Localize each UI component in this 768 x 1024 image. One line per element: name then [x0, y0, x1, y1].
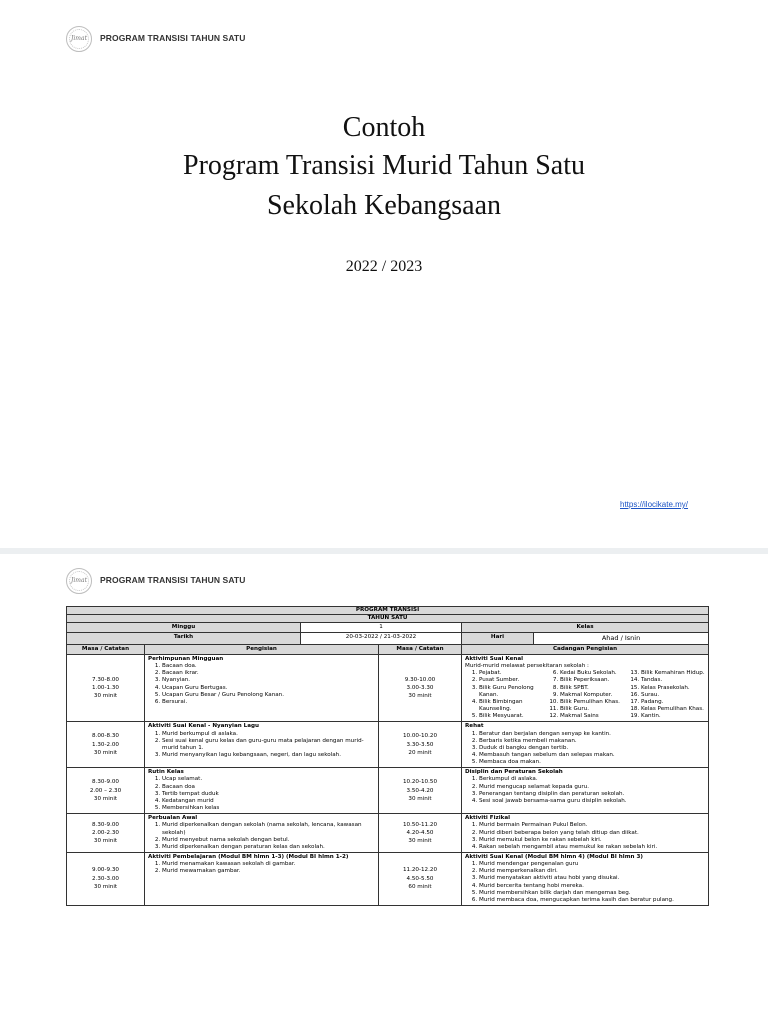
activity-title: Aktiviti Pembelajaran (Modul BM hlmn 1-3) (Modul BI hlmn 1-2)	[148, 854, 349, 860]
list-item: 3. Murid diperkenalkan dengan peraturan kelas dan sekolah.	[162, 844, 375, 851]
duration: 30 minit	[93, 693, 118, 700]
minggu-value: 1	[301, 623, 462, 633]
time-range: 2.00 – 2.30	[89, 787, 122, 794]
activity-cell	[462, 853, 709, 906]
minggu-label: Minggu	[67, 623, 301, 633]
time-cell	[379, 814, 462, 853]
list-item: 5. Bilik Mesyuarat.	[479, 713, 543, 720]
list-item: 1. Ucap selamat.	[162, 776, 375, 783]
logo-mark: Jimat	[69, 29, 89, 49]
list-item: 19. Kantin.	[641, 713, 705, 720]
time-range: 3.30-3.50	[406, 741, 434, 748]
time-cell	[67, 722, 145, 768]
hari-label: Hari	[462, 633, 534, 644]
time-range: 4.20-4.50	[406, 829, 434, 836]
list-item: 2. Berbaris ketika membeli makanan.	[479, 738, 705, 745]
page-header-title: PROGRAM TRANSISI TAHUN SATU	[100, 575, 246, 585]
list-item: 3. Murid memukul belon ke rakan sebelah kiri.	[479, 837, 705, 844]
activity-title: Aktiviti Suai Kenal - Nyanyian Lagu	[148, 723, 259, 730]
list-item: 14. Tandas.	[641, 677, 705, 684]
time-range: 9.30-10.00	[404, 676, 436, 683]
list-item: 6. Bersurai.	[162, 699, 375, 706]
time-range: 8.30-9.00	[92, 821, 119, 828]
list-item: 3. Penerangan tentang disiplin dan peraturan sekolah.	[479, 791, 705, 798]
table-row	[67, 768, 709, 814]
program-page	[0, 554, 768, 1024]
time-cell	[379, 654, 462, 721]
list-item: 9. Makmal Komputer.	[560, 692, 624, 699]
col-masa2-header: Masa / Catatan	[379, 644, 462, 654]
list-item: 4. Membasuh tangan sebelum dan selepas makan.	[479, 752, 705, 759]
school-logo-icon	[66, 26, 92, 52]
time-range: 3.50-4.20	[406, 787, 434, 794]
list-item: 4. Kedatangan murid	[162, 798, 375, 805]
activity-title: Aktiviti Suai Kenal	[465, 655, 524, 662]
list-item: 2. Murid mengucap selamat kepada guru.	[479, 784, 705, 791]
time-range: 11.20-12.20	[402, 867, 438, 874]
col-pengisian-header: Pengisian	[145, 644, 379, 654]
table-row	[67, 814, 709, 853]
duration: 30 minit	[408, 693, 432, 700]
list-item: 3. Tertib tempat duduk	[162, 791, 375, 798]
list-item: 1. Murid menamakan kawasan sekolah di gambar.	[162, 861, 375, 868]
list-item: 5. Membersihkan kelas	[162, 805, 375, 812]
school-logo-icon	[66, 568, 92, 594]
list-item: 2. Bacaan ikrar.	[162, 670, 375, 677]
rooms-list	[465, 670, 705, 720]
duration: 30 minit	[408, 838, 432, 845]
cover-year: 2022 / 2023	[345, 258, 423, 275]
time-cell	[67, 853, 145, 906]
list-item: 4. Murid bercerita tentang hobi mereka.	[479, 883, 705, 890]
time-range: 2.00-2.30	[92, 829, 119, 836]
time-range: 2.30-3.00	[92, 875, 119, 882]
list-item: 17. Padang.	[641, 699, 705, 706]
list-item: 8. Bilik SPBT.	[560, 685, 624, 692]
list-item: 1. Murid mendengar pengenalan guru	[479, 861, 705, 868]
tarikh-label: Tarikh	[67, 633, 301, 644]
duration: 30 minit	[408, 795, 432, 802]
time-range: 10.20-10.50	[402, 779, 438, 786]
list-item: 4. Bilik Bimbingan Kaunseling.	[479, 699, 543, 713]
list-item: 12. Makmal Sains	[560, 713, 624, 720]
list-item: 3. Nyanyian.	[162, 677, 375, 684]
activity-intro: Murid-murid melawat persekitaran sekolah :	[465, 663, 589, 670]
list-item: 2. Murid diberi beberapa belon yang telah ditiup dan diikat.	[479, 830, 705, 837]
kelas-label: Kelas	[462, 623, 709, 633]
list-item: 1. Pejabat.	[479, 670, 543, 677]
table-row	[67, 654, 709, 721]
time-range: 8.30-9.00	[92, 779, 119, 786]
duration: 30 minit	[93, 750, 118, 756]
list-item: 1. Murid berkumpul di aslaka.	[162, 731, 375, 738]
list-item: 6. Murid membaca doa, mengucapkan terima kasih dan beratur pulang.	[479, 897, 705, 904]
activity-title: Aktiviti Fizikal	[465, 815, 511, 822]
list-item: 4. Sesi soal jawab bersama-sama guru disiplin sekolah.	[479, 798, 705, 805]
activity-cell	[462, 814, 709, 853]
list-item: 5. Membaca doa makan.	[479, 759, 705, 766]
list-item: 1. Murid bermain Permainan Pukul Belon.	[479, 822, 705, 829]
list-item: 10. Bilik Pemulihan Khas.	[560, 699, 624, 706]
time-cell	[67, 814, 145, 853]
list-item: 16. Surau.	[641, 692, 705, 699]
list-item: 5. Murid membersihkan bilik darjah dan mengemas beg.	[479, 890, 705, 897]
tarikh-value: 20-03-2022 / 21-03-2022	[301, 633, 462, 644]
list-item: 1. Murid diperkenalkan dengan sekolah (nama sekolah, lencana, kawasan sekolah)	[162, 822, 375, 836]
table-subtitle: TAHUN SATU	[367, 615, 408, 622]
cover-school-type: Sekolah Kebangsaan	[266, 190, 502, 221]
table-subtitle-cell	[67, 615, 709, 623]
duration: 60 minit	[408, 884, 432, 891]
list-item: 3. Murid menyatakan aktiviti atau hobi yang disukai.	[479, 875, 705, 882]
list-item: 1. Bacaan doa.	[162, 663, 375, 670]
list-item: 4. Rakan sebelah mengambil atau memukul ke rakan sebelah kiri.	[479, 844, 705, 851]
table-row	[67, 722, 709, 768]
cover-program-title: Program Transisi Murid Tahun Satu	[183, 150, 585, 181]
table-title-cell	[67, 607, 709, 615]
hari-value: Ahad / Isnin	[534, 633, 709, 644]
time-range: 7.30-8.00	[92, 676, 119, 683]
list-item: 13. Bilik Kemahiran Hidup.	[641, 670, 705, 677]
program-table	[66, 606, 709, 906]
time-range: 1.30-2.00	[92, 741, 119, 748]
duration: 30 minit	[93, 884, 118, 891]
activity-title: Rehat	[465, 723, 484, 730]
time-range: 9.00-9.30	[92, 867, 119, 874]
list-item: 2. Murid memperkenalkan diri.	[479, 868, 705, 875]
col-masa-header: Masa / Catatan	[67, 644, 145, 654]
time-cell	[379, 853, 462, 906]
list-item: 3. Duduk di bangku dengan tertib.	[479, 745, 705, 752]
list-item: 2. Murid menyebut nama sekolah dengan betul.	[162, 837, 375, 844]
activity-cell	[145, 814, 379, 853]
time-cell	[379, 722, 462, 768]
duration: 20 minit	[408, 750, 432, 756]
time-cell	[67, 654, 145, 721]
list-item: 1. Berkumpul di aslaka.	[479, 776, 705, 783]
activity-title: Perbualan Awal	[148, 815, 198, 822]
activity-cell	[145, 722, 379, 768]
activity-cell	[462, 768, 709, 814]
duration: 30 minit	[93, 795, 118, 802]
activity-title: Perhimpunan Mingguan	[148, 655, 224, 662]
activity-title: Rutin Kelas	[148, 769, 184, 776]
list-item: 3. Bilik Guru Penolong Kanan.	[479, 685, 543, 699]
activity-cell	[462, 654, 709, 721]
list-item: 7. Bilik Peperiksaan.	[560, 677, 624, 684]
list-item: 3. Murid menyanyikan lagu kebangsaan, negeri, dan lagu sekolah.	[162, 752, 375, 759]
time-range: 1.00-1.30	[92, 684, 119, 691]
duration: 30 minit	[93, 838, 118, 845]
time-range: 3.00-3.30	[406, 684, 434, 691]
activity-title: Aktiviti Suai Kenal (Modul BM hlmn 4) (Modul BI hlmn 3)	[465, 854, 643, 860]
list-item: 2. Sesi suai kenal guru kelas dan guru-guru mata pelajaran dengan murid-murid tahun 1.	[162, 738, 375, 752]
list-item: 2. Murid mewarnakan gambar.	[162, 868, 375, 875]
page-header-title: PROGRAM TRANSISI TAHUN SATU	[100, 33, 246, 43]
list-item: 2. Bacaan doa	[162, 784, 375, 791]
col-cadangan-header: Cadangan Pengisian	[462, 644, 709, 654]
website-link[interactable]: https://ilocikate.my/	[620, 500, 689, 509]
list-item: 11. Bilik Guru.	[560, 706, 624, 713]
cover-contoh: Contoh	[342, 112, 426, 143]
list-item: 4. Ucapan Guru Bertugas.	[162, 685, 375, 692]
logo-mark: Jimat	[69, 571, 89, 591]
time-range: 10.50-11.20	[402, 821, 438, 828]
time-range: 10.00-10.20	[402, 733, 438, 740]
time-cell	[67, 768, 145, 814]
list-item: 5. Ucapan Guru Besar / Guru Penolong Kanan.	[162, 692, 375, 699]
table-title: PROGRAM TRANSISI	[355, 607, 420, 613]
activity-cell	[145, 654, 379, 721]
list-item: 6. Kedai Buku Sekolah.	[560, 670, 624, 677]
activity-cell	[462, 722, 709, 768]
list-item: 18. Kelas Pemulihan Khas.	[641, 706, 705, 713]
list-item: 2. Pusat Sumber.	[479, 677, 543, 684]
activity-cell	[145, 853, 379, 906]
time-cell	[379, 768, 462, 814]
time-range: 8.00-8.30	[92, 733, 119, 740]
list-item: 1. Beratur dan berjalan dengan senyap ke kantin.	[479, 731, 705, 738]
table-row	[67, 853, 709, 906]
activity-title: Disiplin dan Peraturan Sekolah	[465, 769, 563, 776]
list-item: 15. Kelas Prasekolah.	[641, 685, 705, 692]
time-range: 4.50-5.50	[406, 875, 434, 882]
activity-cell	[145, 768, 379, 814]
